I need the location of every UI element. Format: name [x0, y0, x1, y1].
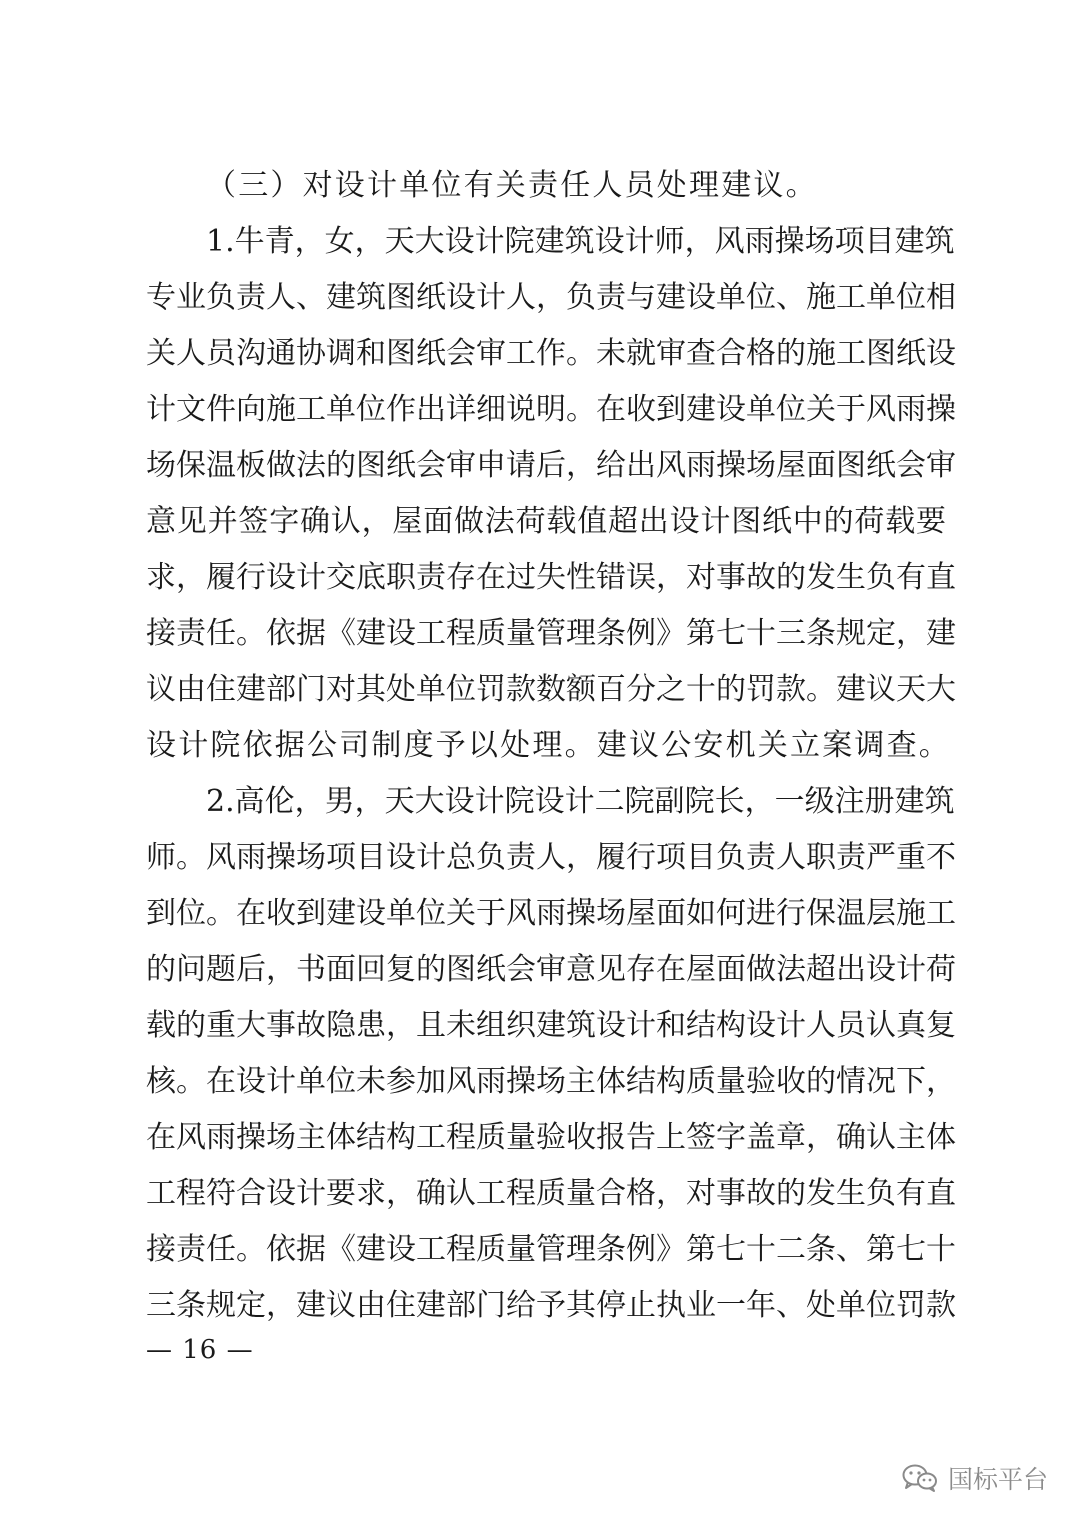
paragraph-line: 2.高伦，男，天大设计院设计二院副院长，一级注册建筑	[206, 784, 955, 819]
watermark-text: 国标平台	[948, 1465, 1049, 1494]
paragraph-line: 1.牛青，女，天大设计院建筑设计师，风雨操场项目建筑	[206, 224, 955, 259]
paragraph-line: 核。在设计单位未参加风雨操场主体结构质量验收的情况下，	[146, 1064, 956, 1099]
paragraph-line: 关人员沟通协调和图纸会审工作。未就审查合格的施工图纸设	[146, 336, 956, 371]
paragraph-line: 场保温板做法的图纸会审申请后，给出风雨操场屋面图纸会审	[146, 448, 956, 483]
paragraph-line: 意见并签字确认，屋面做法荷载值超出设计图纸中的荷载要	[146, 504, 946, 539]
section-heading: （三）对设计单位有关责任人员处理建议。	[206, 168, 818, 203]
paragraph-line: 计文件向施工单位作出详细说明。在收到建设单位关于风雨操	[146, 392, 956, 427]
paragraph-line: 在风雨操场主体结构工程质量验收报告上签字盖章，确认主体	[146, 1120, 956, 1155]
paragraph-line: 接责任。依据《建设工程质量管理条例》第七十三条规定，建	[146, 616, 956, 651]
paragraph-line: 接责任。依据《建设工程质量管理条例》第七十二条、第七十	[146, 1232, 956, 1267]
paragraph-line: 专业负责人、建筑图纸设计人，负责与建设单位、施工单位相	[146, 280, 956, 315]
paragraph-line: 设计院依据公司制度予以处理。建议公安机关立案调查。	[146, 728, 951, 763]
paragraph-line: 工程符合设计要求，确认工程质量合格，对事故的发生负有直	[146, 1176, 956, 1211]
wechat-icon	[902, 1463, 938, 1493]
watermark	[902, 1460, 1048, 1496]
page-number: — 16 —	[146, 1335, 254, 1365]
paragraph-line: 载的重大事故隐患，且未组织建筑设计和结构设计人员认真复	[146, 1008, 956, 1043]
paragraph-line: 师。风雨操场项目设计总负责人，履行项目负责人职责严重不	[146, 840, 956, 875]
paragraph-line: 的问题后，书面回复的图纸会审意见存在屋面做法超出设计荷	[146, 952, 956, 987]
paragraph-line: 议由住建部门对其处单位罚款数额百分之十的罚款。建议天大	[146, 672, 956, 707]
paragraph-line: 三条规定，建议由住建部门给予其停止执业一年、处单位罚款	[146, 1288, 956, 1323]
paragraph-line: 到位。在收到建设单位关于风雨操场屋面如何进行保温层施工	[146, 896, 956, 931]
paragraph-line: 求，履行设计交底职责存在过失性错误，对事故的发生负有直	[146, 560, 956, 595]
